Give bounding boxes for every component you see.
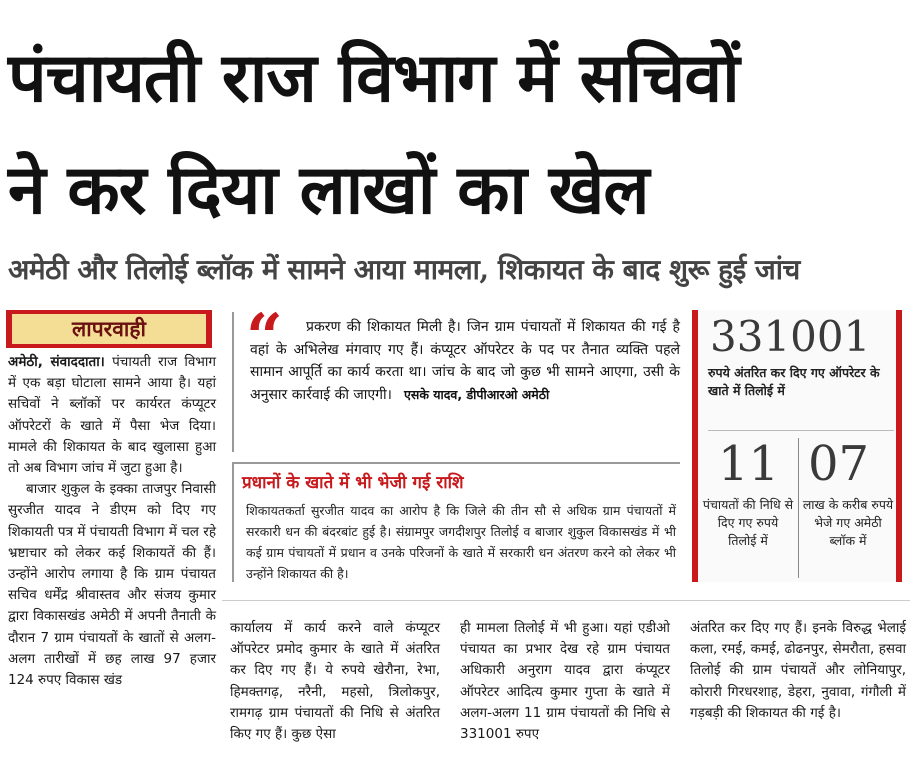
headline (8, 22, 908, 246)
stat-main-caption: रुपये अंतरित कर दिए गए ऑपरेटर के खाते में तिलोई में (708, 365, 880, 398)
stats-box (692, 310, 902, 582)
section-tag (6, 310, 212, 348)
article-paragraph-3: कार्यालय में कार्य करने वाले कंप्यूटर ऑपरेटर प्रमोद कुमार के खाते में अंतरित कर दिए गए हैं। ये रुपये खेरौना, रेभा, हिमक्तगढ़, नरैनी, महसो, त्रिलोकपुर, रामगढ़ ग्राम पंचायतों की निधि से अंतरित किए गए हैं। कुछ ऐसा (230, 620, 440, 743)
subheadline: अमेठी और तिलोई ब्लॉक में सामने आया मामला, शिकायत के बाद शुरू हुई जांच (8, 253, 800, 286)
quote-body: प्रकरण की शिकायत मिली है। जिन ग्राम पंचायतों में शिकायत की गई है वहां के अभिलेख मंगवाए गए हैं। कंप्यूटर ऑपरेटर के पद पर तैनात व्यक्ति पहले सामान आपूर्ति का कार्य करता था। जांच के बाद जो कुछ भी सामने आएगा, उसी के अनुसार कार्रवाई की जाएगी। (250, 319, 680, 403)
stats-divider-vertical (798, 438, 799, 578)
stat-right-caption: लाख के करीब रुपये भेजे गए अमेठी ब्लॉक में (802, 497, 894, 548)
quote-mark-icon: “ (246, 300, 283, 375)
article-column-4 (690, 618, 906, 724)
quote-author: एसके यादव, डीपीआरओ अमेठी (403, 386, 550, 402)
headline-line-2: ने कर दिया लाखों का खेल (8, 150, 649, 230)
stats-divider-horizontal (708, 430, 894, 431)
article-column-2 (230, 618, 440, 745)
quote-text (250, 316, 680, 406)
article-paragraph-2: बाजार शुकुल के इक्का ताजपुर निवासी सुरजीत यादव ने डीएम को दिए गए शिकायती पत्र में पंचायती विभाग में चल रहे भ्रष्टाचार को लेकर कई शिकायतें की हैं। उन्होंने आरोप लगाया है कि ग्राम पंचायत सचिव धर्मेंद्र श्रीवास्तव और संजय कुमार द्वारा विकासखंड अमेठी में अपनी तैनाती के दौरान 7 ग्राम पंचायतों के खातों से अलग-अलग तारीखों में छह लाख 97 हजार 124 रुपए विकास खंड (8, 481, 216, 689)
article-paragraph-1: पंचायती राज विभाग में एक बड़ा घोटाला सामने आया है। यहां सचिवों ने ब्लॉकों पर कार्यरत कंप्यूटर ऑपरेटरों के खाते में पैसा भेज दिया। मामले की शिकायत के बाद खुलासा हुआ तो अब विभाग जांच में जुटा हुआ है। (8, 354, 217, 477)
dateline: अमेठी, संवाददाता। (8, 354, 105, 370)
headline-line-1: पंचायती राज विभाग में सचिवों (8, 38, 739, 118)
column-divider (222, 600, 910, 601)
section-tag-label: लापरवाही (12, 314, 206, 344)
article-paragraph-5: अंतरित कर दिए गए हैं। इनके विरुद्ध भेलाई कला, रमई, कमई, ढोढनपुर, सेमरौता, हसवा तिलोई की ग्राम पंचायतें और लोनियापुर, कोरारी गिरधरशाह, डेहरा, नुवावा, गंगौली में गड़बड़ी की शिकायत की गई है। (690, 620, 906, 721)
article-paragraph-4: ही मामला तिलोई में भी हुआ। यहां एडीओ पंचायत का प्रभार देख रहे ग्राम पंचायत अधिकारी अनुराग यादव द्वारा कंप्यूटर ऑपरेटर आदित्य कुमार गुप्ता के खाते में अलग-अलग 11 ग्राम पंचायतों की निधि से 331001 रुपए (460, 620, 670, 743)
article-column-3 (460, 618, 670, 745)
subsection-title: प्रधानों के खाते में भी भेजी गई राशि (242, 473, 464, 493)
stat-left-caption: पंचायतों की निधि से दिए गए रुपये तिलोई में (702, 497, 794, 548)
subsection-box (232, 462, 680, 582)
stat-right-number: 07 (808, 436, 870, 492)
subsection-text: शिकायतकर्ता सुरजीत यादव का आरोप है कि जिले की तीन सौ से अधिक ग्राम पंचायतों में सरकारी धन की बंदरबांट हुई है। संग्रामपुर जगदीशपुर तिलोई व बाजार शुकुल विकासखंड में भी कई ग्राम पंचायतों में प्रधान व उनके परिजनों के खाते में सरकारी धन अंतरण करने को लेकर भी उन्होंने शिकायत की है। (246, 503, 676, 581)
quote-box (232, 300, 680, 452)
stat-main-number: 331001 (710, 312, 871, 361)
article-column-1 (8, 352, 216, 691)
stat-left-number: 11 (718, 436, 780, 492)
